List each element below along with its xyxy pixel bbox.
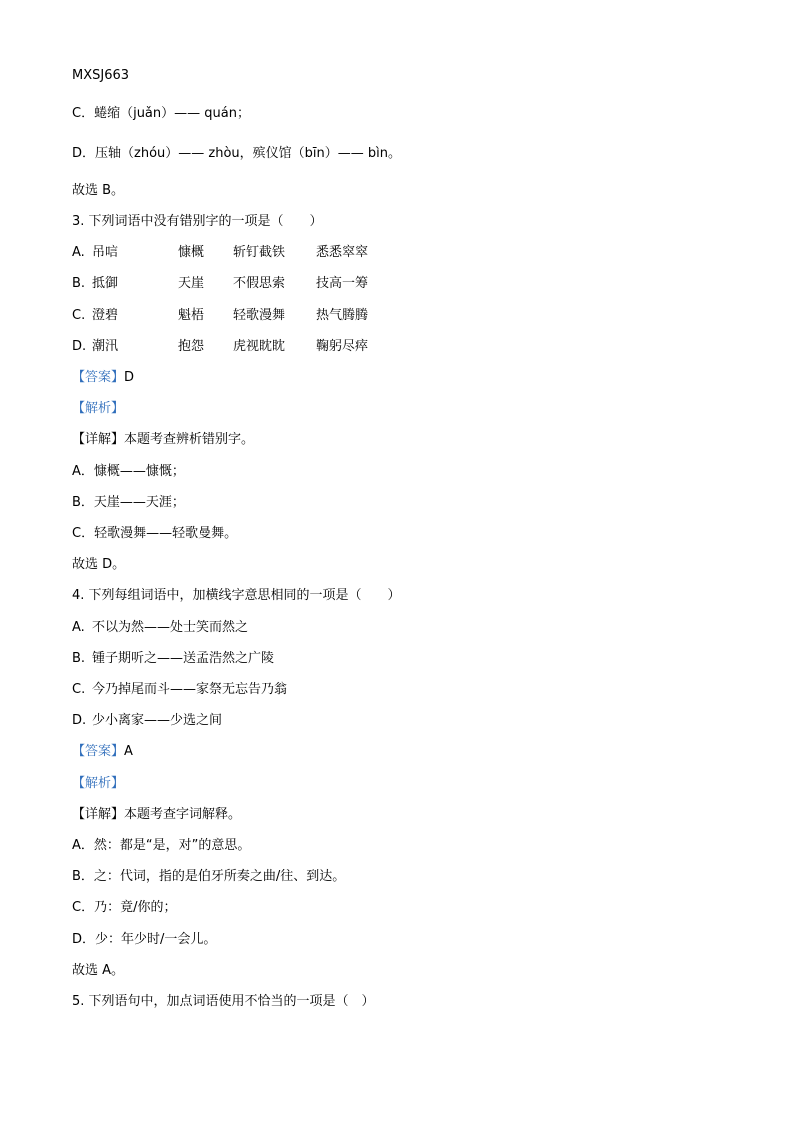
q3-detail: [72, 431, 254, 449]
q4-analysis-heading: [72, 775, 124, 793]
option-text: 锺子期听之——送孟浩然之广陵: [92, 651, 275, 666]
detail-tag: 【详解】: [72, 432, 125, 447]
doc-code: MXSJ663: [72, 68, 130, 83]
option-text: 不以为然——处士笑而然之: [92, 620, 249, 635]
option-word: 澄碧: [92, 308, 119, 323]
q3-conclusion: 故选 D。: [72, 557, 126, 572]
detail-text: 本题考查辨析错别字。: [124, 432, 255, 447]
option-word: 天崖: [178, 276, 205, 291]
q4-explanation-a: A．然：都是“是，对”的意思。: [72, 838, 251, 853]
q4-option-d: [72, 712, 223, 730]
option-word: 抱怨: [178, 339, 205, 354]
q4-explanation-b: B．之：代词，指的是伯牙所奏之曲/往、到达。: [72, 869, 346, 884]
q3-option-d: [72, 338, 369, 356]
q3-explanation-a: A．慷概——慷慨；: [72, 464, 185, 479]
q4-explanation-d: D．少：年少时/一会儿。: [72, 932, 217, 947]
detail-tag: 【详解】: [72, 807, 125, 822]
option-word: 鞠躬尽瘁: [316, 339, 369, 354]
q4-option-b: [72, 650, 275, 668]
answer-tag: 【答案】: [72, 744, 125, 759]
option-word: 斩钉截铁: [233, 245, 286, 260]
option-letter: C.: [72, 682, 86, 697]
option-word: 虎视眈眈: [233, 339, 286, 354]
q3-explanation-b: B．天崖——天涯；: [72, 495, 185, 510]
q5-stem: 5. 下列语句中，加点词语使用不恰当的一项是（ ）: [72, 994, 375, 1009]
option-text: 今乃掉尾而斗——家祭无忘告乃翁: [92, 682, 288, 697]
prev-option-c-explanation: C．蜷缩（juǎn）—— quán；: [72, 106, 250, 121]
q4-option-a: [72, 619, 249, 637]
option-letter: C.: [72, 308, 86, 323]
option-letter: D.: [72, 713, 87, 728]
q4-answer: [72, 743, 133, 761]
answer-value: A: [124, 744, 133, 759]
option-letter: B.: [72, 651, 86, 666]
prev-conclusion: 故选 B。: [72, 183, 125, 198]
answer-value: D: [124, 370, 135, 385]
analysis-tag: 【解析】: [72, 401, 125, 416]
q4-detail: [72, 806, 241, 824]
option-letter: A.: [72, 620, 85, 635]
option-letter: B.: [72, 276, 86, 291]
option-word: 不假思索: [233, 276, 286, 291]
q3-option-a: [72, 244, 369, 262]
option-word: 潮汛: [92, 339, 119, 354]
q3-analysis-heading: [72, 400, 124, 418]
option-text: 少小离家——少选之间: [92, 713, 223, 728]
q4-conclusion: 故选 A。: [72, 963, 125, 978]
option-word: 魁梧: [178, 308, 205, 323]
q3-stem: 3. 下列词语中没有错别字的一项是（ ）: [72, 214, 323, 229]
analysis-tag: 【解析】: [72, 776, 125, 791]
option-word: 技高一筹: [316, 276, 369, 291]
q3-option-b: [72, 275, 369, 293]
option-word: 轻歌漫舞: [233, 308, 286, 323]
answer-tag: 【答案】: [72, 370, 125, 385]
q3-explanation-c: C．轻歌漫舞——轻歌曼舞。: [72, 526, 238, 541]
detail-text: 本题考查字词解释。: [124, 807, 242, 822]
option-word: 热气腾腾: [316, 308, 369, 323]
option-letter: A.: [72, 245, 85, 260]
q4-explanation-c: C．乃：竟/你的；: [72, 900, 177, 915]
q3-option-c: [72, 307, 369, 325]
prev-option-d-explanation: D．压轴（zhóu）—— zhòu，殡仪馆（bīn）—— bìn。: [72, 146, 401, 161]
q3-answer: [72, 369, 134, 387]
q4-option-c: [72, 681, 288, 699]
option-letter: D.: [72, 339, 87, 354]
option-word: 慷概: [178, 245, 205, 260]
option-word: 吊唁: [92, 245, 119, 260]
q4-stem: 4. 下列每组词语中，加横线字意思相同的一项是（ ）: [72, 588, 401, 603]
option-word: 悉悉窣窣: [316, 245, 369, 260]
option-word: 抵御: [92, 276, 119, 291]
